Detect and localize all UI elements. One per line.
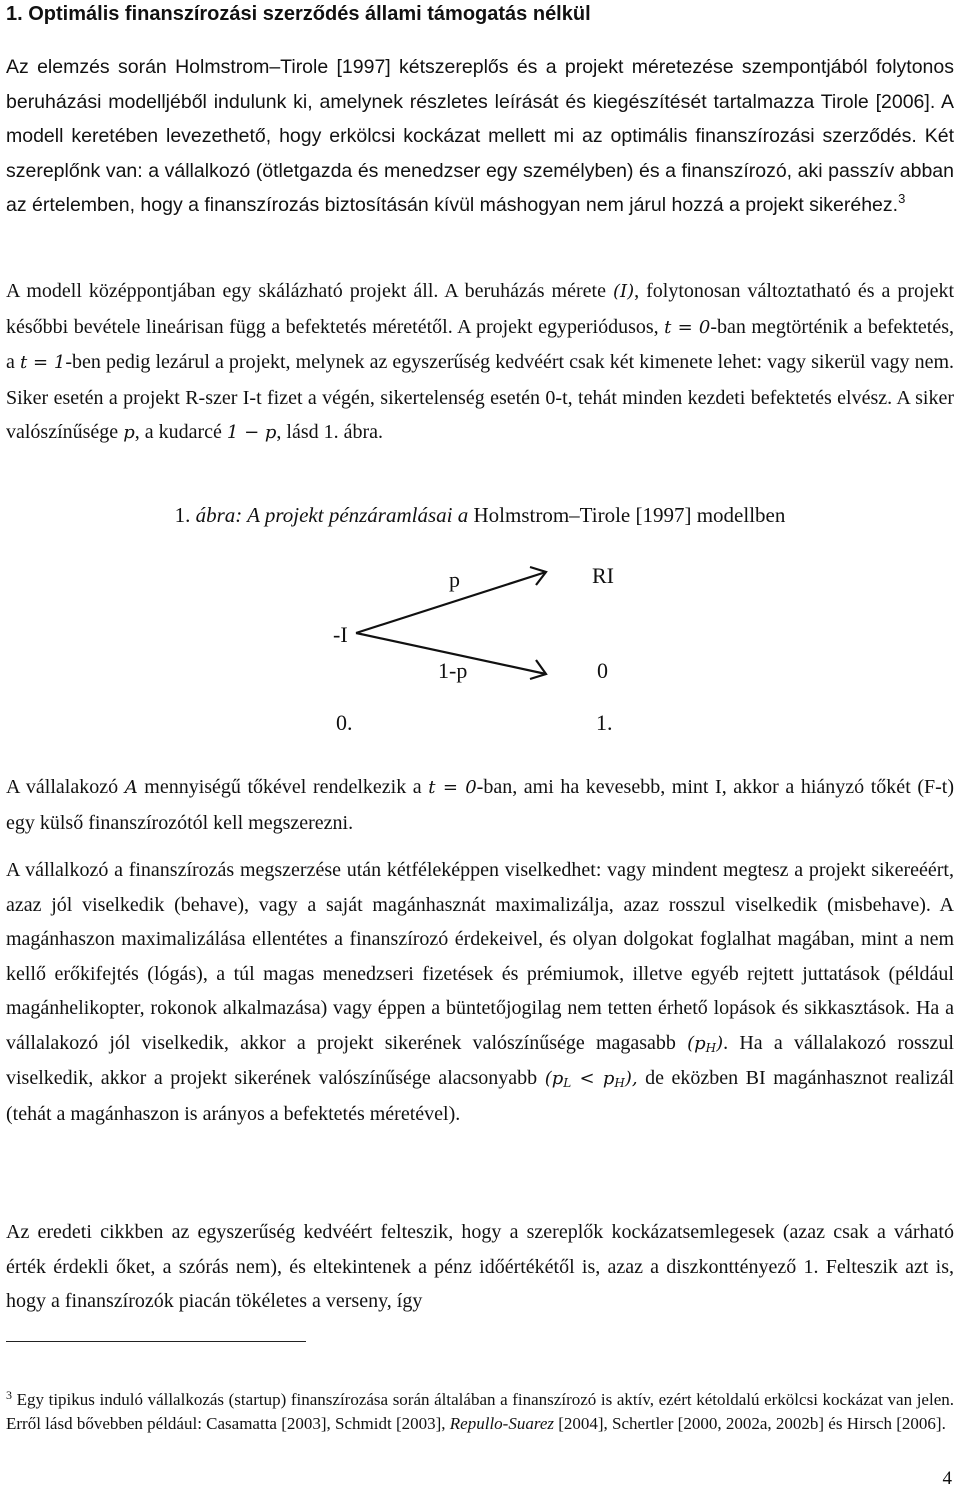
capital-text: -ban, ami ha kevesebb, mint I, akkor a hiányzó tőkét (F-t) egy külső finanszírozótól kell megszerezni. xyxy=(6,776,954,834)
footnote-text: Egy tipikus induló vállalkozás (startup) finanszírozása során általában a finanszírozó is aktív, ezért kétoldalú erkölcsi kockázat van jelen. Erről lásd bővebben például: Casamatta [2003], Schmidt [2003], xyxy=(6,1390,954,1433)
math-A: 𝐴 xyxy=(124,777,138,798)
math-pH-subscript: 𝐻 xyxy=(705,1040,717,1055)
page-number: 4 xyxy=(942,1468,952,1489)
math-one-minus-p: 1 − 𝑝 xyxy=(226,422,277,443)
behavior-text: . Ha a vállalakozó rosszul viselkedik, akkor a projekt sikerének valószínűsége alacsonyabb xyxy=(6,1031,954,1089)
paragraph-intro-part2: Két szereplőnk van: a vállalkozó (ötletgazda és menedzser egy személyben) és a finanszírozó, aki passzív abban az értelemben, hogy a finanszírozás biztosításán kívül máshogyan nem járul hozzá a projekt sikeréhez. xyxy=(6,125,954,216)
math-p: 𝑝 xyxy=(123,422,135,443)
figure-caption-number: 1. xyxy=(174,503,196,527)
time-zero-label: 0. xyxy=(336,710,353,735)
footnote-divider xyxy=(6,1341,306,1342)
initial-investment-label: -I xyxy=(333,622,348,647)
outcome-failure-label: 0 xyxy=(597,658,608,683)
math-ineq-part-b: < 𝑝 xyxy=(571,1068,615,1089)
math-ineq-part-a: (𝑝 xyxy=(544,1068,564,1089)
math-ineq-subscript-b: 𝐻 xyxy=(614,1076,625,1090)
math-pH-open: (𝑝 xyxy=(687,1032,706,1054)
probability-success-label: p xyxy=(449,567,460,592)
probability-failure-label: 1-p xyxy=(438,658,468,683)
capital-text: A vállalakozó xyxy=(6,776,125,798)
footnote-text: [2004], Schertler [2000, 2002a, 2002b] és Hirsch [2006]. xyxy=(553,1414,946,1433)
math-ineq-subscript-a: 𝐿 xyxy=(563,1076,572,1090)
behavior-text: de eközben BI magánhasznot realizál (tehát a magánhaszon is arányos a befektetés méretével). xyxy=(6,1067,954,1125)
paragraph-assumptions: Az eredeti cikkben az egyszerűség kedvéért felteszik, hogy a szereplők kockázatsemlegesek (azaz csak a várható érték érdekli őket, a szórás nem), és eltekintenek a pénz időértékétől is, azaz a diszkonttényező 1. Felteszik azt is, hogy a finanszírozók piacán tökéletes a verseny, így xyxy=(6,1221,954,1312)
math-investment-size: (𝐼) xyxy=(612,281,635,302)
math-pH xyxy=(687,1033,723,1054)
footnote-italic: Repullo-Suarez xyxy=(449,1414,554,1433)
behavior-text: A vállalkozó a finanszírozás megszerzése után kétféleképpen viselkedhet: vagy mindent megtesz a projekt sikereéért, azaz jól viselkedik (behave), vagy a saját magánhasznát maximalizálja, azaz rosszul viselkedik (misbehave). A magánhaszon maximalizálása ellentétes a finanszírozó érdekeivel, és olyan dolgokat foglalhat magában, mint a nem kellő erőkifejtés (lógás), a túl magas menedzseri fizetések és prémiumok, illetve egyéb rejtett juttatások (például magánhelikopter, rokonok alkalmazása) vagy éppen a büntetőjogilag nem tetten érhető lopások és sikkasztások. Ha a vállalakozó jól viselkedik, akkor a projekt sikerének valószínűsége magasabb xyxy=(6,859,954,1054)
model-sentence-1: A modell középpontjában egy skálázható projekt áll. xyxy=(6,280,439,302)
math-pH-close: ) xyxy=(716,1032,724,1054)
capital-text: mennyiségű tőkével rendelkezik a xyxy=(137,776,429,798)
section-heading: 1. Optimális finanszírozási szerződés állami támogatás nélkül xyxy=(6,3,591,25)
paragraph-intro xyxy=(6,50,954,223)
model-text: , lásd 1. ábra. xyxy=(276,421,384,443)
paragraph-model xyxy=(6,274,954,451)
math-t0: 𝑡 = 0 xyxy=(664,316,711,338)
figure-caption-italic: ábra: A projekt pénzáramlásai a xyxy=(195,503,469,527)
model-text: A beruházás mérete xyxy=(438,280,613,302)
cashflow-diagram xyxy=(0,540,960,750)
time-one-label: 1. xyxy=(596,710,613,735)
cashflow-diagram-svg xyxy=(0,540,960,750)
paragraph-capital xyxy=(6,770,954,840)
math-ineq-part-c: ), xyxy=(624,1068,638,1089)
figure-caption xyxy=(0,498,960,532)
paragraph-behavior xyxy=(6,853,954,1131)
footnote-number: 3 xyxy=(6,1388,12,1402)
math-t0-capital: 𝑡 = 0 xyxy=(428,777,477,798)
model-text: , folytonosan változtatható és a projekt későbbi bevétele lineárisan függ a befektetés méretétől. A projekt egyperiódusos, xyxy=(6,280,955,338)
arrowhead-failure xyxy=(530,660,546,679)
footnote xyxy=(6,1388,954,1436)
math-pL-less-pH xyxy=(545,1068,638,1089)
figure-caption-rest: Holmstrom–Tirole [1997] modellben xyxy=(468,503,786,527)
model-text: -ban megtörténik a befektetés, a xyxy=(6,315,955,373)
paragraph-intro-part1: Az elemzés során Holmstrom–Tirole [1997] kétszereplős és a projekt méretezése szempontjából folytonos beruházási modelljéből indulunk ki, amelynek részletes leírását és kiegészítését tartalmazza Tirole [2006]. A modell keretében levezethető, hogy erkölcsi kockázat mellett mi az optimális finanszírozási szerződés. xyxy=(6,56,954,147)
model-text: , a kudarcé xyxy=(134,421,227,443)
footnote-reference[interactable]: 3 xyxy=(898,191,906,206)
math-t1: 𝑡 = 1 xyxy=(19,352,66,373)
outcome-success-label: RI xyxy=(592,563,614,588)
model-text: -ben pedig lezárul a projekt, melynek az egyszerűség kedvéért csak két kimenete lehet: vagy sikerül vagy nem. Siker esetén a projekt R-szer I-t fizet a végén, sikertelenség esetén 0-t, tehát minden kezdeti befektetés elvész. A siker valószínűsége xyxy=(6,351,955,443)
